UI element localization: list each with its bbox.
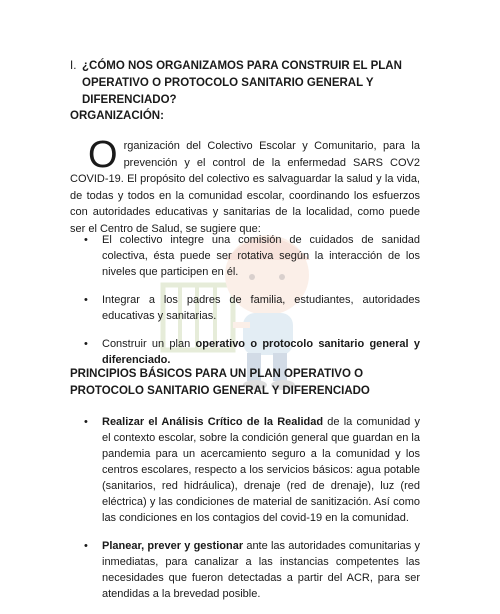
bullet-icon: • (84, 416, 88, 428)
list-item-text-bold: Planear, prever y gestionar (102, 540, 244, 552)
organizacion-paragraph (70, 134, 420, 237)
list-item-text-rest: ante las autoridades comunitarias y inmediatas, para canalizar a las instancias competentes las necesidades que fueron detectadas a partir del ACR, para ser atendidas a la brevedad posible. (102, 540, 420, 600)
list-item-text-rest: de la comunidad y el contexto escolar, sobre la condición general que guardan en la pandemia para un acercamiento seguro a la comunidad y los centros escolares, respecto a los servicios básicos: agua potable (sanitarios, red hidráulica), drenaje (red de drenaje), luz (red eléctrica) y las condiciones de material de sanitización. Así como las condiciones en los contagios del covid-19 en la comunidad. (102, 416, 420, 524)
list-item (80, 336, 420, 368)
list-item-text: Integrar a los padres de familia, estudiantes, autoridades educativas y sanitarias. (102, 294, 420, 322)
list-item-text-bold: operativo o protocolo sanitario general y diferenciado. (102, 338, 420, 366)
bullet-icon: • (84, 338, 88, 350)
organizacion-list (80, 232, 420, 380)
organizacion-title: ORGANIZACIÓN: (70, 110, 164, 122)
list-item (80, 414, 420, 526)
section-heading (70, 58, 430, 109)
bullet-icon: • (84, 234, 88, 246)
bullet-icon: • (84, 540, 88, 552)
list-item-text-pre: Construir un plan (102, 338, 196, 350)
list-item (80, 538, 420, 602)
list-item-text-bold: Realizar el Análisis Crítico de la Realidad (102, 416, 324, 428)
list-item-text: El colectivo integre una comisión de cuidados de sanidad colectiva, ésta puede ser rotativa según la interacción de los niveles que participen en él. (102, 234, 420, 278)
list-item (80, 232, 420, 280)
heading-text: ¿CÓMO NOS ORGANIZAMOS PARA CONSTRUIR EL PLAN OPERATIVO O PROTOCOLO SANITARIO GENERAL Y DIFERENCIADO? (82, 60, 402, 106)
list-item (80, 292, 420, 324)
heading-number: I. (70, 60, 77, 72)
drop-cap: O (88, 134, 118, 176)
bullet-icon: • (84, 294, 88, 306)
paragraph-text: rganización del Colectivo Escolar y Comunitario, para la prevención y el control de la enfermedad SARS COV2 COVID-19. El propósito del colectivo es salvaguardar la salud y la vida, de todas y todos en la comunidad escolar, coordinando los esfuerzos con autoridades educativas y sanitarias de la localidad, como puede ser el Centro de Salud, se sugiere que: (70, 140, 420, 235)
principios-title: PRINCIPIOS BÁSICOS PARA UN PLAN OPERATIVO O PROTOCOLO SANITARIO GENERAL Y DIFERENCIADO (70, 368, 370, 397)
principios-list (80, 414, 420, 614)
